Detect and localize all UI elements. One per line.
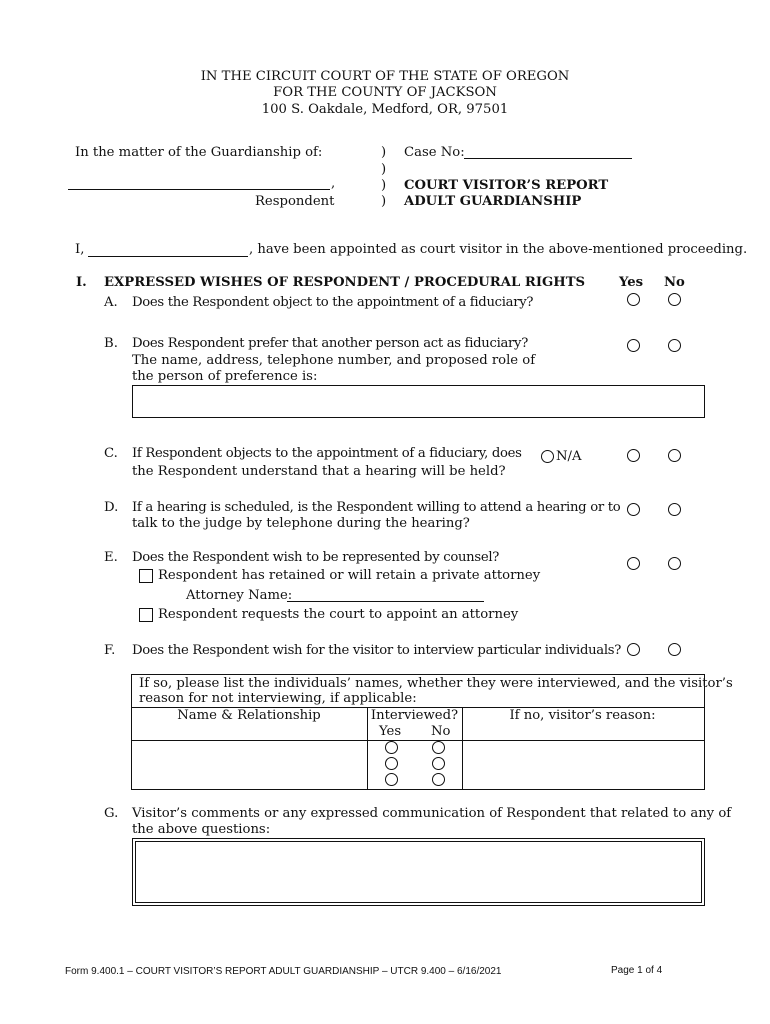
section-title: EXPRESSED WISHES OF RESPONDENT / PROCEDURAL RIGHTS	[104, 275, 586, 290]
form-footer: Form 9.400.1 – COURT VISITOR’S REPORT ADULT GUARDIANSHIP – UTCR 9.400 – 6/16/2021	[65, 966, 502, 977]
question-b-yes-radio[interactable]	[627, 339, 640, 352]
col-no-header: No	[431, 724, 451, 739]
question-e-yes-radio[interactable]	[627, 557, 640, 570]
question-e-text: Does the Respondent wish to be represented by counsel?	[132, 550, 500, 565]
question-letter: B.	[104, 336, 118, 351]
question-a-yes-radio[interactable]	[627, 293, 640, 306]
question-b-text: the person of preference is:	[132, 369, 318, 384]
question-letter: E.	[104, 550, 118, 565]
court-name: IN THE CIRCUIT COURT OF THE STATE OF OREGON	[200, 69, 570, 84]
question-letter: F.	[104, 643, 116, 658]
question-b-text: Does Respondent prefer that another person act as fiduciary?	[132, 336, 528, 351]
col-yes-header: Yes	[379, 724, 402, 739]
question-c-no-radio[interactable]	[668, 449, 681, 462]
caption-paren: )	[381, 178, 387, 193]
col-name-header: Name & Relationship	[177, 708, 321, 723]
question-letter: A.	[104, 295, 118, 310]
question-g-text: the above questions:	[132, 822, 271, 837]
question-e-no-radio[interactable]	[668, 557, 681, 570]
visitor-name-field[interactable]	[88, 256, 248, 257]
question-letter: D.	[104, 500, 119, 515]
visitor-reason-field[interactable]	[463, 741, 703, 788]
table-note: reason for not interviewing, if applicable:	[139, 691, 417, 706]
no-column-label: No	[664, 275, 685, 290]
na-label: N/A	[556, 449, 582, 464]
visitor-comments-field[interactable]	[132, 838, 705, 906]
report-title: COURT VISITOR’S REPORT	[404, 178, 609, 193]
question-c-na-radio[interactable]	[541, 450, 554, 463]
question-b-text: The name, address, telephone number, and proposed role of	[132, 353, 536, 368]
question-c-yes-radio[interactable]	[627, 449, 640, 462]
yes-column-label: Yes	[619, 275, 644, 290]
county-name: FOR THE COUNTY OF JACKSON	[273, 85, 497, 100]
question-a-no-radio[interactable]	[668, 293, 681, 306]
question-f-text: Does the Respondent wish for the visitor to interview particular individuals?	[132, 643, 621, 658]
question-letter: G.	[104, 806, 119, 821]
question-d-text: talk to the judge by telephone during the hearing?	[132, 516, 470, 531]
person-of-preference-field[interactable]	[132, 385, 705, 418]
name-relationship-field[interactable]	[132, 741, 366, 788]
question-b-no-radio[interactable]	[668, 339, 681, 352]
table-note: If so, please list the individuals’ names, whether they were interviewed, and the visitor’s	[139, 676, 733, 691]
matter-label: In the matter of the Guardianship of:	[75, 145, 323, 160]
attorney-name-field[interactable]	[287, 601, 484, 602]
interviewed-no-radio[interactable]	[432, 741, 445, 754]
caption-paren: )	[381, 145, 387, 160]
question-f-yes-radio[interactable]	[627, 643, 640, 656]
interviewed-yes-radio[interactable]	[385, 773, 398, 786]
col-reason-header: If no, visitor’s reason:	[509, 708, 656, 723]
caption-paren: )	[381, 194, 387, 209]
page-number: Page 1 of 4	[611, 965, 663, 976]
section-number: I.	[76, 275, 87, 290]
question-letter: C.	[104, 446, 118, 461]
interviewed-no-radio[interactable]	[432, 773, 445, 786]
appoint-attorney-label: Respondent requests the court to appoint an attorney	[158, 607, 519, 622]
question-c-text: If Respondent objects to the appointment of a fiduciary, does	[132, 446, 522, 461]
col-interviewed-header: Interviewed?	[370, 708, 459, 723]
question-c-text: the Respondent understand that a hearing will be held?	[132, 464, 506, 479]
attorney-name-label: Attorney Name:	[186, 588, 293, 603]
question-f-no-radio[interactable]	[668, 643, 681, 656]
question-d-text: If a hearing is scheduled, is the Respondent willing to attend a hearing or to	[132, 500, 621, 515]
private-attorney-checkbox[interactable]	[139, 569, 153, 583]
interviewed-yes-radio[interactable]	[385, 757, 398, 770]
question-a-text: Does the Respondent object to the appointment of a fiduciary?	[132, 295, 534, 310]
case-no-label: Case No:	[404, 145, 465, 160]
case-no-field[interactable]	[464, 158, 632, 159]
private-attorney-label: Respondent has retained or will retain a private attorney	[158, 568, 541, 583]
interviewed-no-radio[interactable]	[432, 757, 445, 770]
respondent-name-field[interactable]	[68, 189, 330, 190]
question-d-yes-radio[interactable]	[627, 503, 640, 516]
respondent-label: Respondent	[255, 194, 335, 209]
intro-text: , have been appointed as court visitor in the above-mentioned proceeding.	[249, 242, 748, 257]
intro-prefix: I,	[75, 242, 85, 257]
respondent-comma: ,	[331, 176, 336, 191]
question-g-text: Visitor’s comments or any expressed communication of Respondent that related to any of	[132, 806, 732, 821]
report-subtitle: ADULT GUARDIANSHIP	[404, 194, 582, 209]
interviewed-yes-radio[interactable]	[385, 741, 398, 754]
caption-paren: )	[381, 162, 387, 177]
appoint-attorney-checkbox[interactable]	[139, 608, 153, 622]
court-address: 100 S. Oakdale, Medford, OR, 97501	[261, 102, 509, 117]
question-d-no-radio[interactable]	[668, 503, 681, 516]
